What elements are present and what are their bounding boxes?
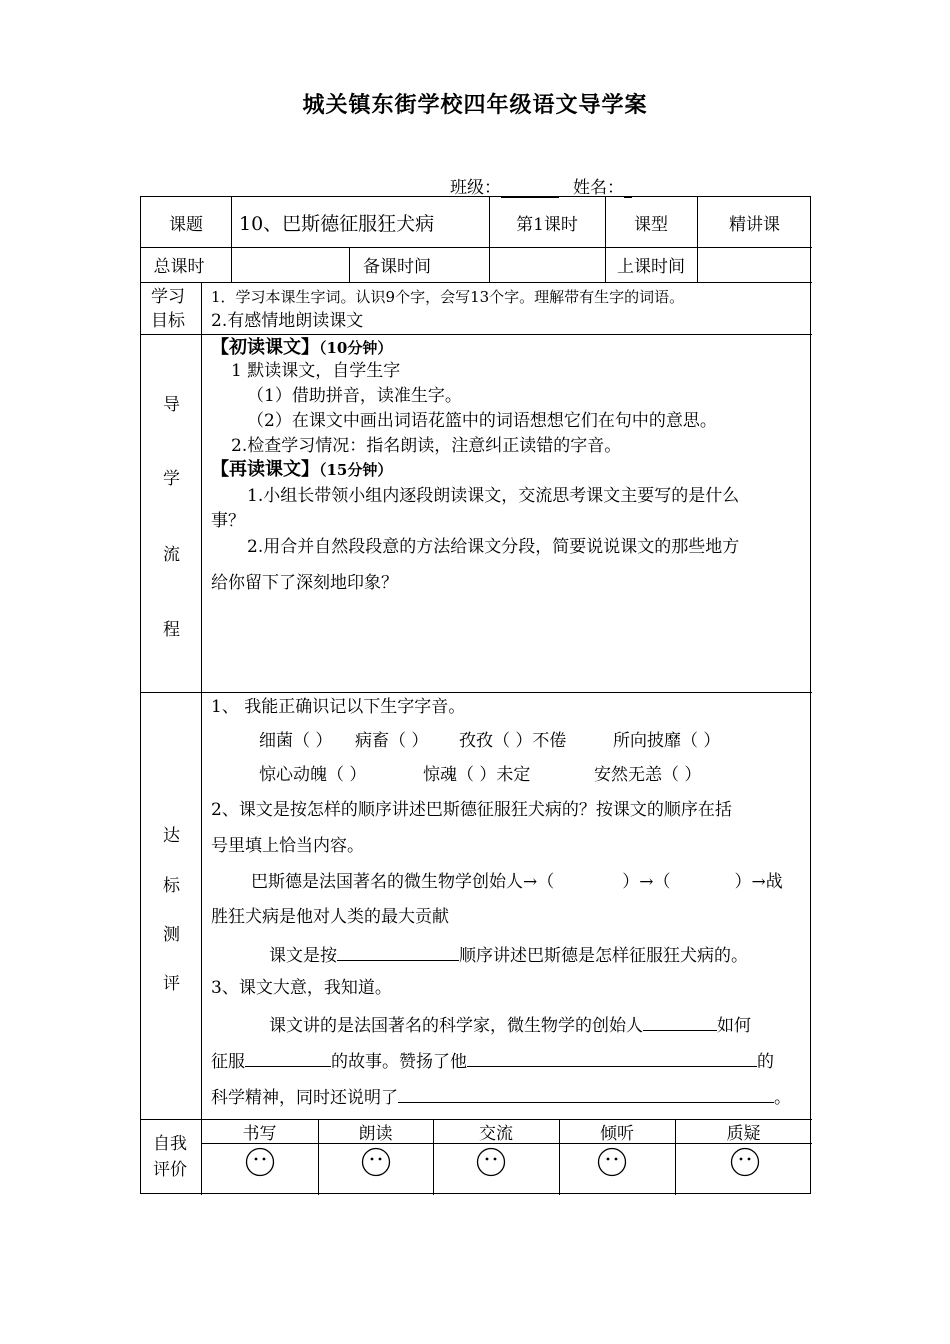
question-2-fill: 巴斯德是法国著名的微生物学创始人→（ ）→（ ）→战 [251,872,783,892]
lesson-table [140,196,811,1194]
question-2-line: 号里填上恰当内容。 [211,836,364,856]
test-label-char: 评 [163,974,180,994]
test-label-char: 达 [163,826,180,846]
type-value: 精讲课 [729,214,780,235]
goals-label-line1: 学习 [151,287,185,307]
q1-word: 惊心动魄（ ） [259,765,367,785]
type-label: 课型 [634,214,668,235]
class-name-line [450,173,632,198]
eval-item-questioning: 质疑 [726,1123,761,1144]
prep-time-label: 备课时间 [363,257,431,277]
guide-line: 给你留下了深刻地印象？ [211,573,398,593]
goals-label-line2: 目标 [151,311,185,331]
smiley-face-icon[interactable] [476,1147,506,1177]
smiley-face-icon[interactable] [597,1147,627,1177]
topic-value: 10、巴斯德征服狂犬病 [239,212,435,235]
section-heading-reread: 【再读课文】（15分钟） [211,459,393,480]
guide-label-char: 导 [163,395,180,415]
period-label: 第1课时 [516,214,578,235]
question-2-order: 课文是按 顺序讲述巴斯德是怎样征服狂犬病的。 [269,942,748,967]
class-time-label: 上课时间 [617,257,685,277]
guide-label-char: 流 [163,545,180,565]
q1-word: 惊魂（ ）未定 [423,765,531,785]
question-3-line: 征服 的故事。赞扬了他 的 [211,1048,774,1073]
row-divider [141,692,812,693]
prep-time-value[interactable] [489,247,605,282]
q1-word: 孜孜（ ）不倦 [459,731,567,751]
class-label: 班级： [450,178,501,198]
q1-word: 安然无恙（ ） [594,765,702,785]
meaning-blank[interactable] [398,1084,774,1103]
total-periods-label: 总课时 [153,257,205,277]
guide-line: 事？ [211,511,245,531]
question-2-line: 2、课文是按怎样的顺序讲述巴斯德征服狂犬病的？按课文的顺序在括 [211,800,732,820]
guide-line: 2.检查学习情况：指名朗读，注意纠正读错的字音。 [231,436,622,456]
q1-word: 病畜（ ） [355,731,429,751]
name-label: 姓名： [573,178,624,198]
guide-line: 1 默读课文，自学生字 [231,361,401,381]
guide-label-char: 程 [163,620,180,640]
self-eval-label-line1: 自我 [153,1134,187,1154]
guide-line: 1.小组长带领小组内逐段朗读课文，交流思考课文主要写的是什么 [247,486,740,506]
class-time-value[interactable] [697,247,812,282]
goal-item-2: 2.有感情地朗读课文 [211,311,364,331]
smiley-face-icon[interactable] [245,1147,275,1177]
question-3: 3、课文大意，我知道。 [211,978,392,998]
q1-word: 细菌（ ） [259,731,333,751]
col-divider [201,282,202,1195]
test-label-char: 标 [163,876,180,896]
row-divider [141,282,812,283]
guide-line: （1）借助拼音，读准生字。 [247,386,462,406]
eval-item-communication: 交流 [479,1123,513,1144]
founder-blank[interactable] [643,1012,717,1031]
goal-item-1: 1．学习本课生字词。认识9个字，会写13个字。理解带有生字的词语。 [211,288,685,306]
praise-blank[interactable] [467,1048,757,1067]
test-label-char: 测 [163,925,180,945]
total-periods-value[interactable] [231,247,349,282]
page-title: 城关镇东街学校四年级语文导学案 [302,92,648,118]
conquer-blank[interactable] [245,1048,331,1067]
guide-label-char: 学 [163,469,180,489]
smiley-face-icon[interactable] [361,1147,391,1177]
question-3-line: 科学精神，同时还说明了 。 [211,1084,791,1109]
smiley-face-icon[interactable] [730,1147,760,1177]
eval-item-writing: 书写 [242,1123,277,1144]
section-heading-first-read: 【初读课文】（10分钟） [211,337,393,358]
question-3-line: 课文讲的是法国著名的科学家，微生物学的创始人 如何 [269,1012,751,1037]
eval-item-reading: 朗读 [358,1123,393,1144]
row-divider [141,334,812,335]
guide-line: （2）在课文中画出词语花篮中的词语想想它们在句中的意思。 [247,411,717,431]
q1-word: 所向披靡（ ） [613,731,721,751]
order-blank[interactable] [337,942,459,961]
question-1: 1、 我能正确识记以下生字字音。 [211,697,466,717]
self-eval-label-line2: 评价 [153,1160,187,1180]
guide-line: 2.用合并自然段段意的方法给课文分段，简要说说课文的那些地方 [247,537,740,557]
eval-item-listening: 倾听 [600,1123,634,1144]
topic-label: 课题 [169,214,203,235]
question-2-line: 胜狂犬病是他对人类的最大贡献 [211,907,449,927]
